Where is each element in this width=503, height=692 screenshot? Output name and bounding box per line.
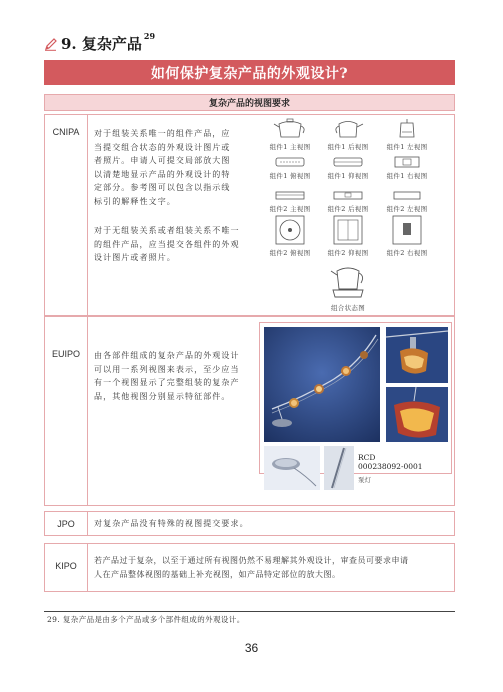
view-c2-top: 组件2 俯视图 <box>263 214 317 257</box>
rcd-photo-frame <box>259 322 452 484</box>
euipo-text: 由各部件组成的复杂产品的外观设计 可以用一系列视图来表示，至少应当 有一个视图显示了完整组装的复杂产 品，其他视图分别显示特征部件。 <box>94 351 240 401</box>
row-kipo <box>44 543 455 592</box>
kettle-combined-drawing <box>328 263 368 301</box>
view-c1-front: 组件1 主视图 <box>263 118 317 151</box>
page-title <box>61 33 155 54</box>
office-label-euipo: EUIPO <box>45 317 88 505</box>
office-label-kipo: KIPO <box>45 544 88 591</box>
rcd-caption <box>358 453 423 471</box>
base-left-drawing <box>389 188 425 202</box>
view-c1-left: 组件1 左视图 <box>379 118 435 151</box>
kettle-back-drawing <box>331 118 365 140</box>
base-bottom-drawing <box>331 214 365 246</box>
rcd-product-name: 泵灯 <box>358 476 371 484</box>
row-euipo <box>44 316 455 506</box>
jpo-text: 对复杂产品没有特殊的视图提交要求。 <box>94 519 249 528</box>
view-c1-top: 组件1 俯视图 <box>263 155 317 180</box>
rcd-number: 000238092-0001 <box>358 462 423 471</box>
lamp-base-detail-photo <box>264 446 320 490</box>
section-number: 9. <box>61 35 77 53</box>
lamp-assembled-photo <box>264 327 380 442</box>
section-title: 复杂产品 <box>81 35 142 53</box>
view-c2-left: 组件2 左视图 <box>379 188 435 213</box>
view-c2-front: 组件2 主视图 <box>263 188 317 213</box>
row-jpo <box>44 511 455 536</box>
banner-title: 如何保护复杂产品的外观设计? <box>44 60 455 85</box>
view-c2-bottom: 组件2 仰视图 <box>321 214 375 257</box>
footnote: 29. 复杂产品是由多个产品或多个部件组成的外观设计。 <box>47 615 245 624</box>
view-c2-right: 组件2 右视图 <box>379 214 435 257</box>
section-header <box>44 33 155 54</box>
base-right-drawing <box>390 214 424 246</box>
kettle-left-drawing <box>390 118 424 140</box>
kettle-top-drawing <box>272 155 308 169</box>
base-front-drawing <box>272 188 308 202</box>
rcd-label: RCD <box>358 453 376 462</box>
office-label-jpo: JPO <box>45 512 88 535</box>
kettle-right-drawing <box>389 155 425 169</box>
view-combined: 组合状态图 <box>321 263 375 312</box>
kettle-bottom-drawing <box>330 155 366 169</box>
cnipa-text-2: 对于无组装关系或者组装关系不唯一 的组件产品，应当提交各组件的外观 设计图片或者照片。 <box>94 226 240 262</box>
kipo-text: 若产品过于复杂，以至于通过所有视图仍然不易理解其外观设计，审查员可要求申请 人在产品整体视图的基础上补充视图，如产品特定部位的放大图。 <box>94 556 409 579</box>
pencil-icon <box>44 37 58 51</box>
table-subheader: 复杂产品的视图要求 <box>44 94 455 111</box>
base-top-drawing <box>273 214 307 246</box>
base-back-drawing <box>330 188 366 202</box>
office-label-cnipa: CNIPA <box>45 115 88 315</box>
page-number: 36 <box>244 641 259 655</box>
lamp-shade-detail-photo <box>386 387 448 442</box>
row-cnipa <box>44 114 455 316</box>
lamp-head-detail-photo <box>386 327 448 383</box>
view-c2-back: 组件2 后视图 <box>321 188 375 213</box>
view-c1-right: 组件1 右视图 <box>379 155 435 180</box>
cnipa-text-1: 对于组装关系唯一的组件产品，应 当提交组合状态的外观设计图片或 者照片。申请人可提交局部放大图 以清楚地显示产品的外观设计的特 定部分。参考图可以包含以指示线 标引的解释性文字。 <box>94 129 231 206</box>
footnote-ref: 29 <box>143 31 156 41</box>
footnote-divider <box>44 611 455 612</box>
lamp-rod-detail-photo <box>324 446 354 490</box>
view-c1-bottom: 组件1 仰视图 <box>321 155 375 180</box>
view-c1-back: 组件1 后视图 <box>321 118 375 151</box>
kettle-front-drawing <box>273 118 307 140</box>
